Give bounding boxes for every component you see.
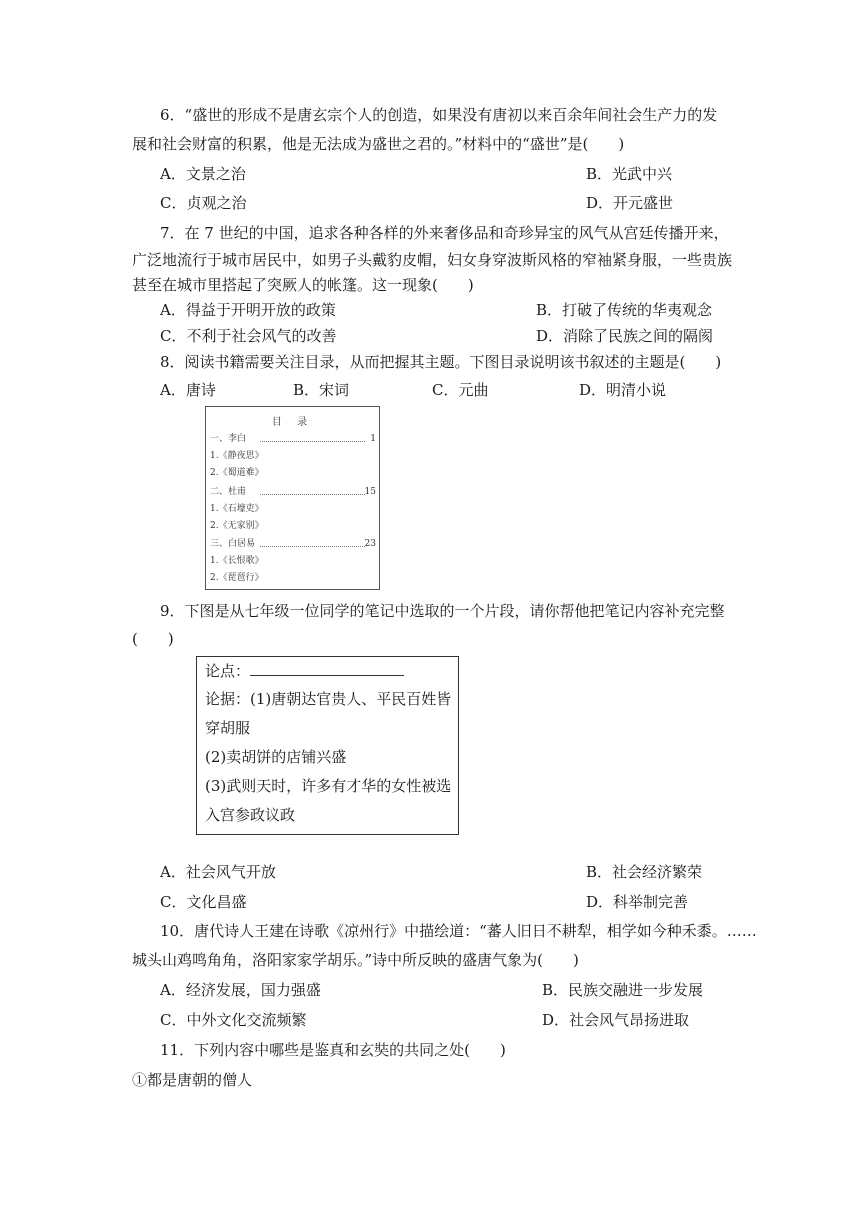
q9-option-b: B．社会经济繁荣 — [586, 863, 703, 881]
q10-option-a: A．经济发展，国力强盛 — [160, 981, 321, 999]
q10-stem-line1: 10．唐代诗人王建在诗歌《凉州行》中描绘道：“蕃人旧日不耕犁，相学如今种禾黍。…… — [160, 922, 757, 940]
q11-statement-1: ①都是唐朝的僧人 — [132, 1071, 253, 1089]
q9-option-a: A．社会风气开放 — [160, 863, 276, 881]
toc-entry: 2.《琵琶行》 — [210, 573, 264, 583]
toc-entry: 1.《石壕吏》 — [210, 504, 264, 514]
note-line: 论据：(1)唐朝达官贵人、平民百姓皆 — [205, 690, 452, 708]
q8-option-b: B．宋词 — [293, 381, 350, 399]
q8-option-a: A．唐诗 — [160, 381, 216, 399]
q6-option-d: D．开元盛世 — [586, 194, 674, 212]
q9-option-d: D．科举制完善 — [586, 893, 689, 911]
toc-leader-dots — [260, 433, 365, 442]
toc-title: 目 录 — [271, 417, 314, 428]
toc-page: 1 — [370, 434, 376, 444]
toc-page: 23 — [364, 539, 376, 549]
q7-option-a: A．得益于开明开放的政策 — [160, 301, 336, 319]
q6-option-b: B．光武中兴 — [586, 165, 673, 183]
q7-option-b: B．打破了传统的华夷观念 — [536, 301, 713, 319]
table-of-contents-figure — [205, 406, 380, 590]
q10-option-b: B．民族交融进一步发展 — [542, 981, 704, 999]
note-line: 入宫参政议政 — [205, 806, 296, 824]
note-line: (2)卖胡饼的店铺兴盛 — [205, 748, 347, 766]
q7-stem-line2: 广泛地流行于城市居民中，如男子头戴豹皮帽，妇女身穿波斯风格的窄袖紧身服，一些贵族 — [132, 251, 733, 269]
toc-entry: 一、李白 — [210, 434, 247, 444]
note-thesis-blank — [250, 663, 404, 676]
q10-stem-line2: 城头山鸡鸣角角，洛阳家家学胡乐。”诗中所反映的盛唐气象为( ) — [132, 951, 579, 969]
q7-stem-line1: 7．在 7 世纪的中国，追求各种各样的外来奢侈品和奇珍异宝的风气从宫廷传播开来， — [160, 224, 729, 242]
toc-entry: 1.《静夜思》 — [210, 451, 264, 461]
toc-entry: 2.《无家别》 — [210, 521, 264, 531]
q6-stem-line2: 展和社会财富的积累，他是无法成为盛世之君的。”材料中的“盛世”是( ) — [132, 135, 625, 153]
q6-option-c: C．贞观之治 — [160, 194, 247, 212]
notebook-excerpt-box — [196, 656, 459, 835]
q7-option-c: C．不利于社会风气的改善 — [160, 327, 337, 345]
q8-option-d: D．明清小说 — [579, 381, 667, 399]
toc-leader-dots — [260, 486, 365, 495]
toc-entry: 1.《长恨歌》 — [210, 556, 264, 566]
q11-stem: 11．下列内容中哪些是鉴真和玄奘的共同之处( ) — [160, 1041, 506, 1059]
toc-page: 15 — [364, 487, 376, 497]
toc-leader-dots — [260, 538, 365, 547]
q8-stem: 8．阅读书籍需要关注目录，从而把握其主题。下图目录说明该书叙述的主题是( ) — [160, 353, 722, 371]
toc-entry: 三、白居易 — [210, 539, 256, 549]
q7-option-d: D．消除了民族之间的隔阂 — [536, 327, 714, 345]
q9-option-c: C．文化昌盛 — [160, 893, 247, 911]
q6-option-a: A．文景之治 — [160, 165, 246, 183]
toc-entry: 二、杜甫 — [210, 487, 247, 497]
q10-option-c: C．中外文化交流频繁 — [160, 1011, 307, 1029]
note-line: (3)武则天时，许多有才华的女性被选 — [205, 777, 452, 795]
q7-stem-line3: 甚至在城市里搭起了突厥人的帐篷。这一现象( ) — [132, 276, 474, 294]
q6-stem-line1: 6．“盛世的形成不是唐玄宗个人的创造，如果没有唐初以来百余年间社会生产力的发 — [160, 106, 718, 124]
q8-option-c: C．元曲 — [432, 381, 489, 399]
note-thesis-row — [205, 661, 404, 681]
q9-stem-line2: ( ) — [132, 630, 174, 648]
toc-entry: 2.《蜀道难》 — [210, 468, 264, 478]
q10-option-d: D．社会风气昂扬进取 — [542, 1011, 690, 1029]
q9-stem-line1: 9．下图是从七年级一位同学的笔记中选取的一个片段，请你帮他把笔记内容补充完整 — [160, 602, 725, 620]
note-line: 穿胡服 — [205, 719, 251, 737]
note-thesis-label: 论点： — [205, 662, 251, 680]
